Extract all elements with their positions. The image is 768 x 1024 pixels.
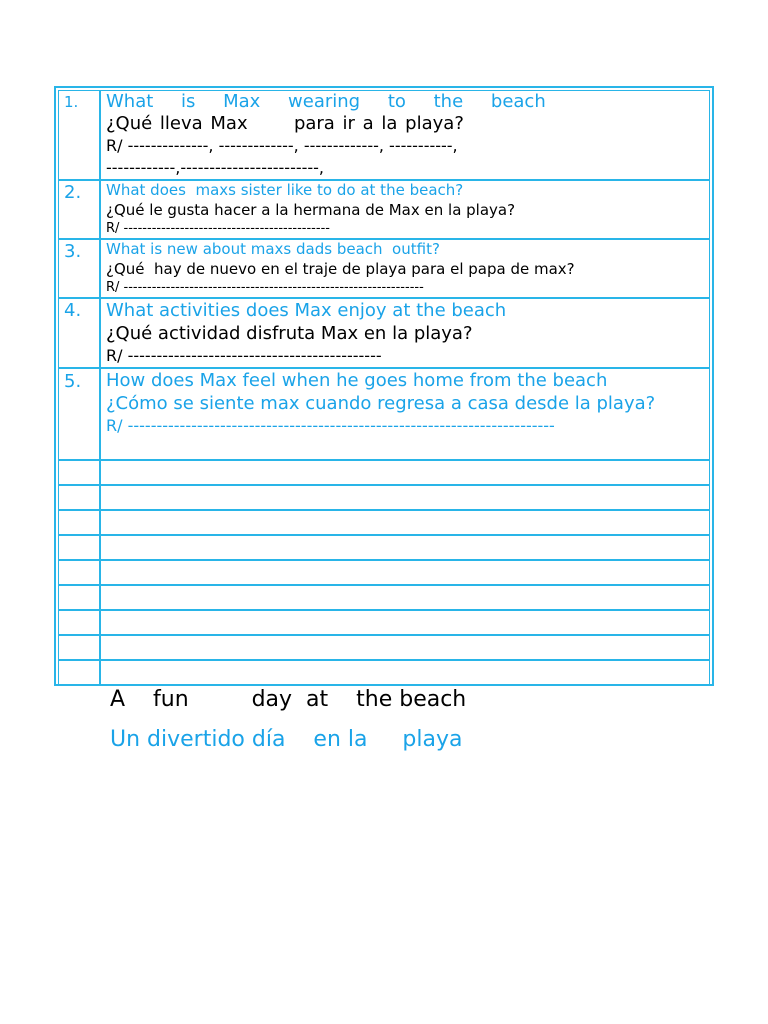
question-table [58,90,710,685]
blank-number-cell [58,585,100,610]
blank-number-cell [58,635,100,660]
question-number-cell [58,239,100,298]
blank-row [58,460,710,485]
question-content-cell [100,239,710,298]
question-spanish: ¿Cómo se siente max cuando regresa a casa desde la playa? [106,393,656,414]
question-number-cell [58,90,100,180]
question-content-cell [100,180,710,239]
title-spanish: Un divertido día en la playa [110,727,463,752]
blank-row [58,510,710,535]
title-english: A fun day at the beach [110,687,467,712]
question-content-cell [100,298,710,368]
answer-line: R/ --------------, -------------, -------------, -----------, [106,136,458,155]
answer-line: R/ -------------------------------------------- [106,221,330,236]
answer-line: R/ ---------------------------------------------------------------- [106,280,424,295]
blank-number-cell [58,560,100,585]
question-english: What does maxs sister like to do at the beach? [106,181,464,199]
question-row-4 [58,298,710,368]
blank-content-cell [100,460,710,485]
blank-number-cell [58,510,100,535]
blank-number-cell [58,660,100,685]
blank-number-cell [58,460,100,485]
blank-row [58,535,710,560]
blank-row [58,485,710,510]
question-english: What is new about maxs dads beach outfit? [106,240,440,258]
question-row-3 [58,239,710,298]
question-spanish: ¿Qué hay de nuevo en el traje de playa para el papa de max? [106,260,575,278]
blank-row [58,585,710,610]
blank-content-cell [100,635,710,660]
question-number-cell [58,368,100,460]
blank-row [58,660,710,685]
question-number-cell [58,298,100,368]
blank-row [58,610,710,635]
blank-content-cell [100,485,710,510]
blank-content-cell [100,535,710,560]
question-row-1 [58,90,710,180]
question-spanish: ¿Qué le gusta hacer a la hermana de Max en la playa? [106,201,516,219]
blank-number-cell [58,535,100,560]
question-content-cell [100,368,710,460]
blank-content-cell [100,510,710,535]
question-number: 1. [64,93,79,111]
question-number-cell [58,180,100,239]
question-number: 4. [64,300,82,321]
worksheet-frame [54,86,714,686]
answer-line: R/ -------------------------------------------- [106,346,382,365]
question-spanish: ¿Qué actividad disfruta Max en la playa? [106,323,473,344]
question-row-5 [58,368,710,460]
question-spanish: ¿Qué lleva Max para ir a la playa? [106,113,464,134]
blank-number-cell [58,485,100,510]
question-number: 2. [64,182,82,203]
blank-number-cell [58,610,100,635]
blank-content-cell [100,610,710,635]
answer-line: ------------,------------------------, [106,158,325,177]
blank-content-cell [100,585,710,610]
question-english: How does Max feel when he goes home from the beach [106,370,608,391]
blank-row [58,635,710,660]
question-english: What is Max wearing to the beach [106,91,546,112]
question-content-cell [100,90,710,180]
answer-line: R/ -------------------------------------------------------------------------- [106,416,555,435]
question-number: 5. [64,371,82,392]
blank-content-cell [100,660,710,685]
question-number: 3. [64,241,82,262]
blank-content-cell [100,560,710,585]
question-row-2 [58,180,710,239]
blank-row [58,560,710,585]
question-english: What activities does Max enjoy at the beach [106,300,507,321]
